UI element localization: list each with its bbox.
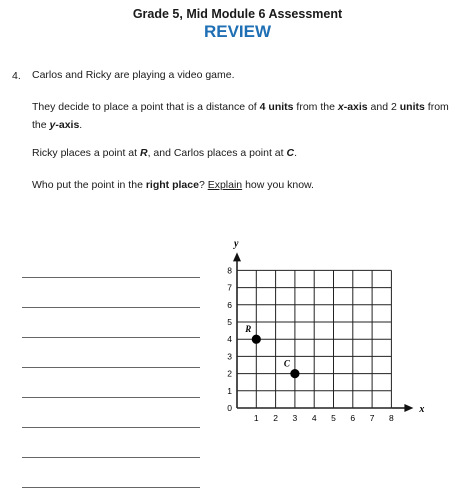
p3-italic-c: C — [286, 147, 295, 159]
question-intro: Carlos and Ricky are playing a video game. — [32, 69, 235, 81]
p3-text-3: . — [294, 147, 297, 159]
p4-text-2: ? — [198, 179, 208, 191]
p3-italic-r: R — [139, 147, 148, 159]
x-tick-label: 4 — [311, 413, 317, 423]
y-tick-label: 6 — [227, 299, 232, 310]
x-tick-label: 6 — [350, 413, 356, 423]
point-c — [290, 369, 299, 378]
p2-italic-y: y — [49, 119, 56, 131]
point-label-c: C — [283, 358, 290, 369]
p2-text-4: from the — [32, 101, 449, 131]
p2-text-3: and 2 — [367, 101, 400, 113]
p4-bold-1: right place — [145, 179, 199, 191]
x-tick-label: 2 — [273, 413, 278, 423]
y-tick-label: 3 — [227, 351, 232, 362]
p2-bold-3: units — [399, 101, 425, 113]
p2-text-1: They decide to place a point that is a distance of — [32, 101, 260, 113]
y-tick-label: 7 — [227, 282, 232, 293]
y-axis-label: y — [234, 238, 239, 250]
p4-underline-explain: Explain — [207, 179, 243, 191]
p3-text-1: Ricky places a point at — [32, 147, 140, 159]
p4-text-1: Who put the point in the — [32, 179, 146, 191]
p2-italic-x: x — [337, 101, 344, 113]
p2-bold-2: -axis — [343, 101, 368, 113]
y-tick-label: 5 — [227, 317, 232, 327]
x-tick-label: 8 — [389, 413, 394, 423]
x-tick-label: 7 — [369, 413, 375, 423]
x-tick-label: 1 — [253, 413, 259, 423]
y-tick-label: 1 — [227, 385, 232, 396]
header-review: REVIEW — [203, 22, 272, 41]
point-label-r: R — [245, 324, 252, 335]
p4-text-3: how you know. — [242, 179, 314, 191]
p2-bold-1: 4 units — [259, 101, 294, 113]
x-axis-arrow-icon — [404, 404, 413, 412]
point-r — [252, 335, 261, 344]
header-title: Grade 5, Mid Module 6 Assessment — [132, 7, 343, 21]
p2-text-2: from the — [293, 101, 338, 113]
p3-text-2: , and Carlos places a point at — [147, 147, 287, 159]
p2-bold-4: -axis — [55, 119, 80, 131]
question-number: 4. — [12, 70, 21, 82]
y-tick-label: 2 — [227, 368, 232, 379]
y-tick-label: 4 — [227, 334, 232, 345]
p2-text-5: . — [79, 119, 83, 131]
x-tick-label: 3 — [292, 413, 298, 423]
y-axis-arrow-icon — [233, 252, 241, 261]
y-tick-label: 0 — [227, 403, 232, 413]
y-tick-label: 8 — [227, 265, 232, 276]
x-axis-label: x — [419, 404, 425, 415]
x-tick-label: 5 — [331, 413, 336, 423]
